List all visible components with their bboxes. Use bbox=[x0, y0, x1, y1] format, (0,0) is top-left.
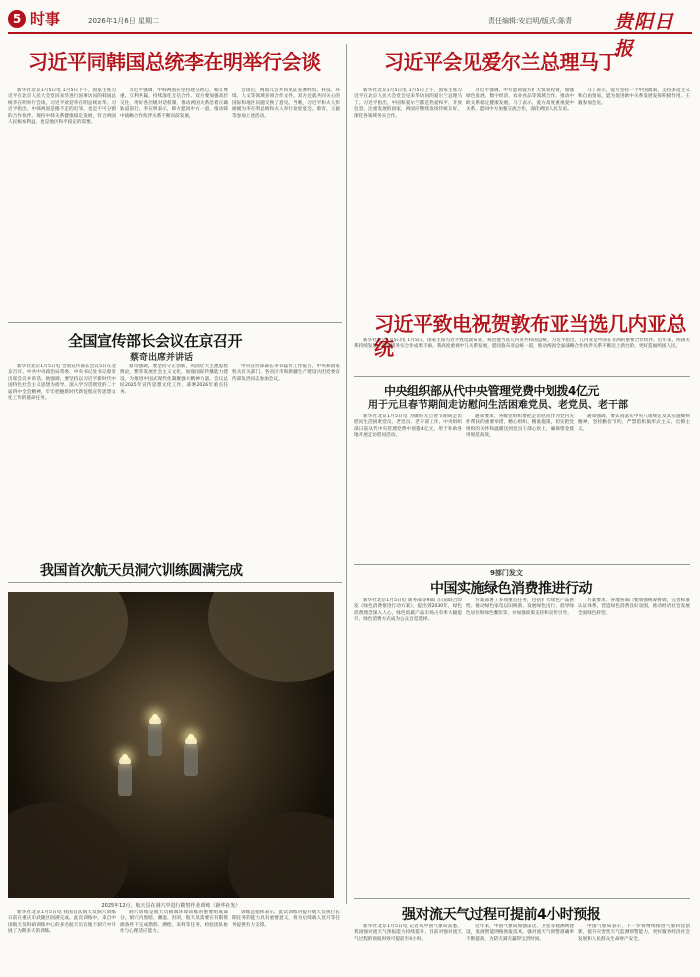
section-divider bbox=[354, 564, 690, 565]
article-propaganda-col1 bbox=[8, 364, 116, 580]
headline-party-dues: 中央组织部从代中央管理党费中划拨4亿元 bbox=[384, 384, 599, 398]
article-cave-col3 bbox=[232, 910, 340, 972]
newspaper-logo: 贵阳日报 bbox=[614, 11, 675, 60]
cave-rock bbox=[8, 592, 128, 682]
article-party-dues-col2 bbox=[466, 414, 574, 562]
article-text: 习近平强调，中方愿同爱方扩大贸易投资，加强绿色发展、数字经济、农业食品等领域合作，推动中欧关系稳定健康发展。马丁表示，爱方高度重视爱中关系，愿同中方加强交流合作，深化两国人民友谊。 bbox=[466, 88, 574, 113]
issue-date: 2026年1月6日 星期二 bbox=[88, 17, 159, 25]
article-text: 蔡奇强调，要坚持守正创新，巩固壮大主流思想舆论，繁荣发展社会主义文化，加强国际传播能力建设，为推进中国式现代化凝聚强大精神力量。会议总结2025年宣传思想文化工作，部署2026年重点任务。 bbox=[120, 364, 228, 395]
article-text: 通知强调，要认真落实中央八项规定及其实施细则精神，坚持勤俭节约，严禁借机搞形式主义、官僚主义。 bbox=[578, 414, 690, 432]
article-text: 中国气象局表示，下一步将继续推进气象科技创新，提升灾害性天气监测预警能力，更好服务经济社会发展和人民群众生命财产安全。 bbox=[578, 924, 690, 942]
article-party-dues-col3 bbox=[578, 414, 690, 562]
article-text: 方案要求，各地各部门要加强统筹协调，完善标准认证体系，营造绿色消费良好氛围，推动经济社会发展全面绿色转型。 bbox=[578, 598, 690, 616]
article-text: 新华社北京1月5日电 1月5日上午，国家主席习近平在北京人民大会堂会见来华访问的爱尔兰总理马丁。习近平指出，中国和爱尔兰都是热爱和平、开放包容、注重发展的国家，两国应继续发扬传统友好，深化各领域务实合作。 bbox=[354, 88, 462, 119]
headline-severe-weather: 强对流天气过程可提前4小时预报 bbox=[402, 907, 601, 923]
astronaut-figure bbox=[184, 742, 198, 776]
cave-rock bbox=[8, 802, 128, 898]
article-propaganda-col2 bbox=[120, 364, 228, 580]
column-divider bbox=[346, 44, 347, 904]
astronaut-figure bbox=[148, 722, 162, 756]
article-xi-ireland-col3 bbox=[578, 88, 690, 318]
section-divider bbox=[354, 376, 690, 377]
photo-caption: 2025年12月，航天员在洞穴中进行勘察作业训练（新华社发） bbox=[101, 903, 241, 909]
article-text: 新华社北京1月5日电 全国宣传部长会议5日在北京召开。中共中央政治局常委、中央书记处书记蔡奇出席会议并讲话。他强调，要坚持以习近平新时代中国特色社会主义思想为指导，深入学习贯彻党的二十届四中全会精神，牢牢把握新时代新征程宣传思想文化工作的使命任务。 bbox=[8, 364, 116, 402]
cave-training-photo bbox=[8, 592, 334, 898]
headline-green-consumption: 中国实施绿色消费推进行动 bbox=[430, 581, 592, 597]
article-text: 方案部署了多项重点任务，包括扩大绿色产品供给、推动绿色家电以旧换新、发展绿色出行、倡导绿色居住和绿色餐饮等，并加强政策支持和宣传引导。 bbox=[466, 598, 574, 616]
article-xi-guinea bbox=[354, 338, 690, 374]
article-text: 会谈后，两国元首共同见证签署经贸、科技、环境、人文等领域多项合作文件。双方还就共同关心的国际和地区问题交换了意见。当晚，习近平和夫人彭丽媛为李在明总统和夫人举行欢迎宴会。蔡奇、王毅等参加上述活动。 bbox=[232, 88, 340, 119]
article-text: 通知要求，各级党组织要把走访慰问作为党内关怀帮扶的重要举措，精心组织、精准施策，切实把党组织的关怀和温暖送到党员干部心坎上，确保资金使用规范高效。 bbox=[466, 414, 574, 439]
article-green-col2 bbox=[466, 598, 574, 898]
article-text: 近年来，中国气象局加强雷达、卫星等观测网建设，发展智能网格预报技术，强对流天气预警准确率不断提高，为防灾减灾赢得宝贵时间。 bbox=[466, 924, 574, 942]
headlamp bbox=[188, 734, 194, 740]
article-xi-korea-col3 bbox=[232, 88, 340, 316]
section-name: 时事 bbox=[30, 10, 61, 28]
article-text: 洞穴训练是航天员极端环境训练的重要组成部分。洞穴内黑暗、潮湿、封闭，航天员需要在有限资源条件下完成勘察、测绘、采样等任务，检验团队协作与心理适应能力。 bbox=[120, 910, 228, 935]
article-xi-ireland-col1 bbox=[354, 88, 462, 318]
headline-xi-guinea: 习近平致电祝贺敦布亚当选几内亚总统 bbox=[374, 312, 686, 360]
section-divider bbox=[354, 898, 690, 899]
article-xi-korea-col1 bbox=[8, 88, 116, 316]
kicker-nine-departments: 9部门发文 bbox=[490, 569, 523, 577]
article-xi-ireland-col2 bbox=[466, 88, 574, 318]
headline-xi-korea: 习近平同韩国总统李在明举行会谈 bbox=[28, 50, 321, 74]
article-cave-col1 bbox=[8, 910, 116, 972]
section-divider bbox=[8, 322, 342, 323]
article-weather-col2 bbox=[466, 924, 574, 974]
article-text: 新华社北京1月5日电 记者从中国气象局获悉，我国强对流天气预报能力持续提升，目前对强对流天气过程的预报时效可提前至4小时。 bbox=[354, 924, 462, 942]
article-cave-col2 bbox=[120, 910, 228, 972]
article-propaganda-col3 bbox=[232, 364, 340, 580]
article-text: 马丁表示，爱方坚持一个中国政策，支持多边主义和自由贸易，愿为促进欧中关系发展发挥积极作用。王毅参加会见。 bbox=[578, 88, 690, 106]
article-text: 训练总指挥表示，此次训练对提升航天员执行长期任务的能力具有重要意义，将为后续载人登月等任务提供有力支撑。 bbox=[232, 910, 340, 928]
section-divider bbox=[8, 582, 342, 583]
cave-rock bbox=[208, 592, 334, 682]
editor-credit: 责任编辑:安启明/版式:陈青 bbox=[488, 17, 573, 25]
article-text: 新华社北京1月5日电 我国首次航天员洞穴训练日前在重庆市武隆区圆满完成。此次训练中，来自中国航天员科研训练中心的多名航天员在地下洞穴中开展了为期多天的训练。 bbox=[8, 910, 116, 935]
section-number-badge: 5 bbox=[8, 10, 26, 28]
article-text: 新华社北京1月5日电 为做好元旦春节期间走访慰问生活困难党员、老党员、老干部工作，中央组织部日前从代中央管理党费中划拨4亿元，用于补助各地开展走访慰问活动。 bbox=[354, 414, 462, 439]
subheadline-propaganda-meeting: 蔡奇出席并讲话 bbox=[130, 353, 194, 363]
article-green-col3 bbox=[578, 598, 690, 898]
article-text: 新华社北京1月5日电 商务部等9部门日前联合印发《绿色消费推进行动方案》，提出到2030年，绿色消费理念深入人心，绿色低碳产品市场占有率大幅提升，绿色消费方式成为公众自觉选择。 bbox=[354, 598, 462, 623]
subheadline-party-dues: 用于元旦春节期间走访慰问生活困难党员、老党员、老干部 bbox=[368, 400, 628, 411]
headlamp bbox=[122, 754, 128, 760]
headline-propaganda-meeting: 全国宣传部长会议在京召开 bbox=[68, 332, 243, 350]
headlamp bbox=[152, 714, 158, 720]
article-text: 习近平强调，中韩两国应坚持建交初心，相互尊重、互利共赢，持续深化互信合作。双方要加强高层交往，用好各层级对话机制，推动两国关系沿着正确轨道前行。李在明表示，韩方愿同中方一道，推动韩中战略合作伙伴关系不断向前发展。 bbox=[120, 88, 228, 119]
article-weather-col1 bbox=[354, 924, 462, 974]
article-text: 新华社北京1月5日电 1月5日，国家主席习近平致电敦布亚，祝贺他当选几内亚共和国总统。习近平指出，几内亚是中国在非洲的重要合作伙伴。近年来，两国关系持续发展，各领域务实合作成果丰硕。我高度重视中几关系发展，愿同敦布亚总统一道，推动两国全面战略合作伙伴关系不断迈上新台阶，更好造福两国人民。 bbox=[354, 338, 690, 350]
article-weather-col3 bbox=[578, 924, 690, 974]
masthead bbox=[8, 6, 692, 60]
headline-cave-training: 我国首次航天员洞穴训练圆满完成 bbox=[40, 563, 243, 579]
article-xi-korea-col2 bbox=[120, 88, 228, 316]
article-text: 新华社北京1月5日电 1月5日下午，国家主席习近平在北京人民大会堂同来华进行国事访问的韩国总统李在明举行会谈。习近平欢迎李在明总统访华。习近平指出，中韩两国是搬不走的近邻，也是不可分割的合作伙伴。保持中韩关系健康稳定发展，符合两国人民根本利益，也是地区和平稳定的需要。 bbox=[8, 88, 116, 126]
astronaut-figure bbox=[118, 762, 132, 796]
article-text: 中央宣传部部长李书磊作工作报告。中央和国家机关有关部门、各省区市和新疆生产建设兵团党委宣传部负责同志参加会议。 bbox=[232, 364, 340, 382]
article-party-dues-col1 bbox=[354, 414, 462, 562]
article-green-col1 bbox=[354, 598, 462, 898]
cave-rock bbox=[228, 812, 334, 898]
headline-xi-ireland: 习近平会见爱尔兰总理马丁 bbox=[384, 50, 618, 74]
